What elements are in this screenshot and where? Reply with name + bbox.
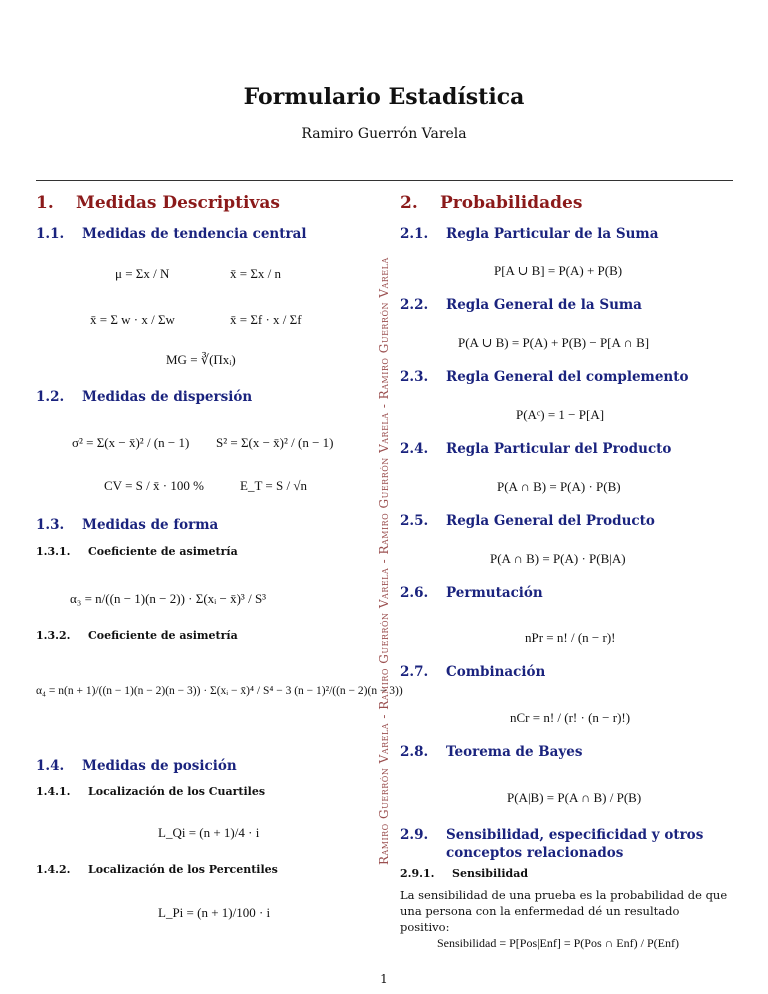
formula-skewness: α₃ = n/((n − 1)(n − 2)) · Σ(xᵢ − x̄)³ / S³ xyxy=(70,591,267,606)
formula-kurtosis: α₄ = n(n + 1)/((n − 1)(n − 2)(n − 3)) · Σ(xᵢ − x̄)⁴ / S⁴ − 3 (n − 1)²/((n − 2)(n − 3)) xyxy=(36,685,403,697)
subsection-heading: 1.4. Medidas de posición xyxy=(36,758,237,774)
formula-population-mean: μ = Σx / N xyxy=(115,266,170,281)
subsubsection-heading: 2.9.1. Sensibilidad xyxy=(400,867,529,880)
formula-standard-error: E_T = S / √n xyxy=(240,478,307,493)
formula-general-product-rule: P(A ∩ B) = P(A) · P(B|A) xyxy=(490,551,626,566)
subsubsection-heading: 1.4.1. Localización de los Cuartiles xyxy=(36,785,266,798)
formula-sensitivity: Sensibilidad = P[Pos|Enf] = P(Pos ∩ Enf) / P(Enf) xyxy=(437,936,679,950)
formula-variance-population: σ² = Σ(x − x̄)² / (n − 1) xyxy=(72,435,190,450)
formula-coefficient-variation: CV = S / x̄ · 100 % xyxy=(104,478,204,493)
subsubsection-heading: 1.3.2. Coeficiente de asimetría xyxy=(36,629,238,642)
section-heading: 1. Medidas Descriptivas xyxy=(36,193,280,213)
paragraph-sensitivity: La sensibilidad de una prueba es la probabilidad de que una persona con la enfermedad dé un resultado positivo: xyxy=(400,888,728,934)
section-heading: 2. Probabilidades xyxy=(400,193,583,213)
subsection-heading: 2.4. Regla Particular del Producto xyxy=(400,441,672,457)
subsection-heading: 1.2. Medidas de dispersión xyxy=(36,389,253,405)
subsection-heading: 2.5. Regla General del Producto xyxy=(400,513,655,529)
subsection-heading: 2.7. Combinación xyxy=(400,664,546,680)
formula-geometric-mean: MG = ∛(Πxᵢ) xyxy=(166,352,236,367)
subsection-heading: 1.1. Medidas de tendencia central xyxy=(36,226,307,242)
author-name: Ramiro Guerrón Varela xyxy=(301,126,467,142)
formula-combination: nCr = n! / (r! · (n − r)!) xyxy=(510,710,631,725)
formula-bayes-theorem: P(A|B) = P(A ∩ B) / P(B) xyxy=(507,790,642,805)
formula-percentile-location: L_Pi = (n + 1)/100 · i xyxy=(158,905,271,920)
subsection-heading: 2.3. Regla General del complemento xyxy=(400,369,689,385)
subsubsection-heading: 1.3.1. Coeficiente de asimetría xyxy=(36,545,238,558)
formula-general-sum-rule: P(A ∪ B) = P(A) + P(B) − P[A ∩ B] xyxy=(458,335,650,350)
subsection-heading: 2.1. Regla Particular de la Suma xyxy=(400,226,659,242)
page-number: 1 xyxy=(380,972,388,986)
side-watermark: Ramiro Guerrón Varela - Ramiro Guerrón Varela - Ramiro Guerrón Varela - Ramiro Guerrón Varela xyxy=(377,257,391,865)
formula-particular-sum-rule: P[A ∪ B] = P(A) + P(B) xyxy=(494,263,623,278)
formula-particular-product-rule: P(A ∩ B) = P(A) · P(B) xyxy=(497,479,621,494)
subsection-heading: 2.6. Permutación xyxy=(400,585,543,601)
formula-weighted-mean: x̄ = Σ w · x / Σw xyxy=(90,312,175,327)
subsection-heading: 2.8. Teorema de Bayes xyxy=(400,744,583,760)
subsection-heading: 2.2. Regla General de la Suma xyxy=(400,297,642,313)
document-title: Formulario Estadística xyxy=(243,84,525,110)
formula-frequency-mean: x̄ = Σf · x / Σf xyxy=(230,312,302,327)
subsection-heading: 2.9. Sensibilidad, especificidad y otros conceptos relacionados xyxy=(400,827,704,861)
formula-permutation: nPr = n! / (n − r)! xyxy=(525,630,616,645)
formula-complement-rule: P(Aᶜ) = 1 − P[A] xyxy=(516,407,605,422)
subsection-heading: 1.3. Medidas de forma xyxy=(36,517,219,533)
formula-quartile-location: L_Qi = (n + 1)/4 · i xyxy=(158,825,260,840)
formula-sample-mean: x̄ = Σx / n xyxy=(230,266,282,281)
formula-variance-sample: S² = Σ(x − x̄)² / (n − 1) xyxy=(216,435,334,450)
subsubsection-heading: 1.4.2. Localización de los Percentiles xyxy=(36,863,278,876)
